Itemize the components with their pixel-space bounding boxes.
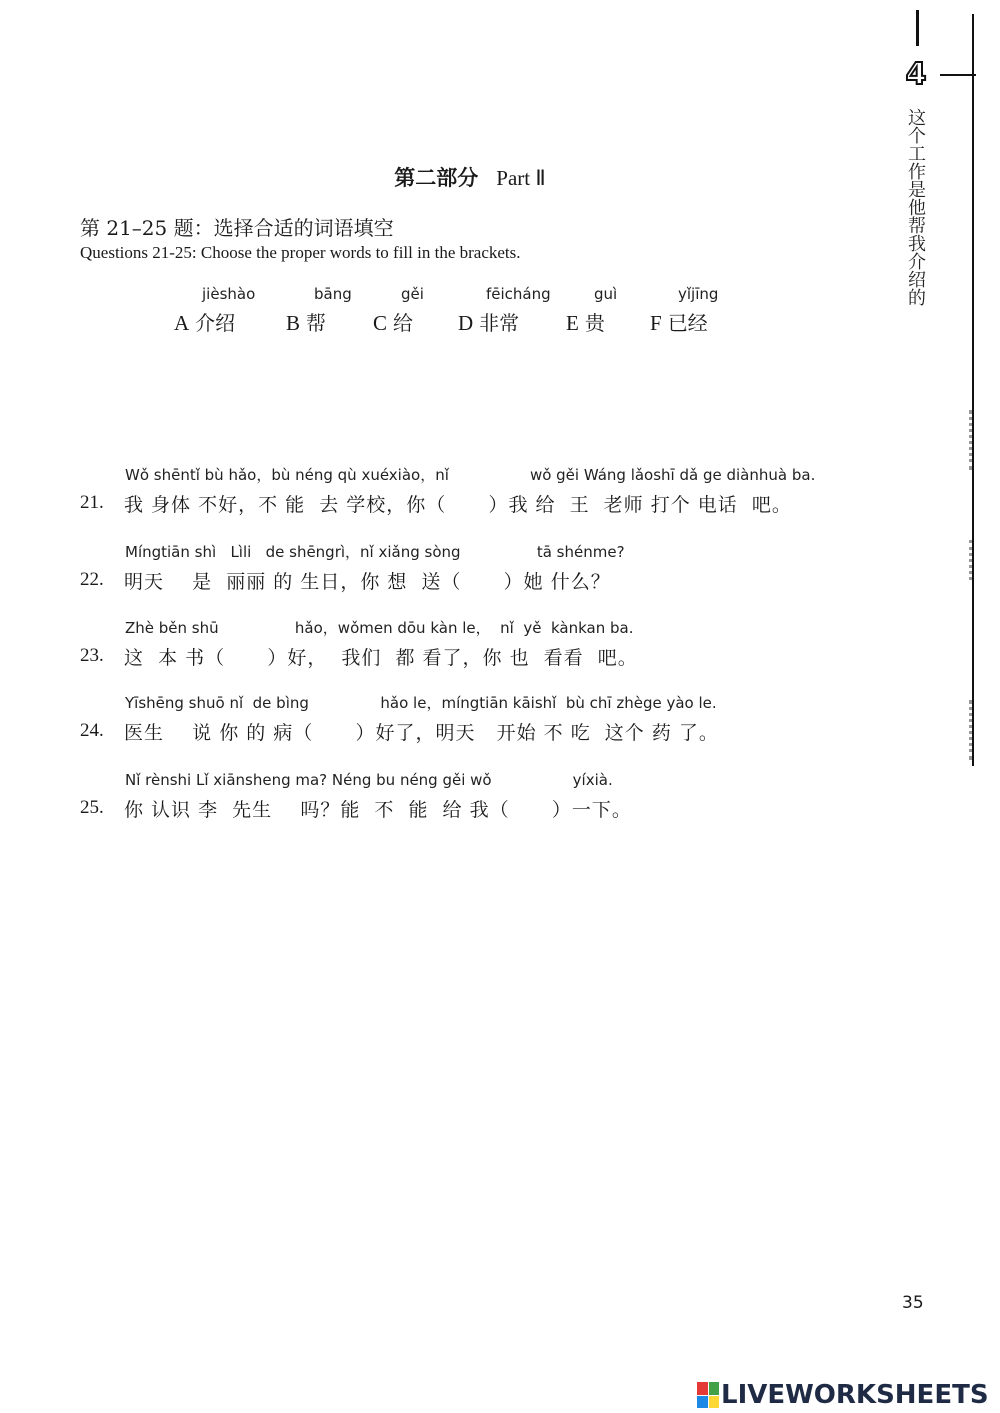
- question-text: 这 本 书（ ）好， 我们 都 看了，你 也 看看 吧。: [124, 647, 638, 669]
- question-number: 23.: [80, 645, 104, 666]
- option-f: [650, 285, 718, 336]
- liveworksheets-brand[interactable]: [697, 1380, 989, 1410]
- question-text: 我 身体 不好，不 能 去 学校，你（ ）我 给 王 老师 打个 电话 吧。: [124, 494, 792, 516]
- option-word: 介绍: [195, 311, 236, 335]
- option-c: [373, 285, 424, 336]
- question-number: 21.: [80, 492, 104, 513]
- chapter-title-vertical: 这个工作是他帮我介绍的: [905, 108, 926, 306]
- option-word: 给: [393, 311, 414, 335]
- option-e: [566, 285, 617, 336]
- margin-top-rule: [916, 10, 919, 46]
- option-letter: B: [286, 311, 301, 335]
- brand-square: [697, 1396, 708, 1409]
- margin-dotted-edge-bottom: [969, 700, 978, 760]
- option-letter: F: [650, 311, 662, 335]
- question-pinyin: Wǒ shēntǐ bù hǎo，bù néng qù xuéxiào，nǐ wǒ gěi Wáng lǎoshī dǎ ge diànhuà ba.: [125, 466, 816, 484]
- option-word: 帮: [306, 311, 327, 335]
- page-number: 35: [902, 1293, 924, 1313]
- option-pinyin: bāng: [314, 285, 352, 303]
- option-word: 已经: [667, 311, 708, 335]
- question-text: 医生 说 你 的 病（ ）好了，明天 开始 不 吃 这个 药 了。: [124, 722, 719, 744]
- brand-square: [709, 1382, 720, 1395]
- instructions-en: Questions 21-25: Choose the proper words to fill in the brackets.: [80, 243, 521, 262]
- part-title-en: Part Ⅱ: [496, 166, 546, 190]
- question-text: 你 认识 李 先生 吗？能 不 能 给 我（ ）一下。: [124, 799, 632, 821]
- margin-dotted-edge: [969, 410, 978, 470]
- instructions-cn: 第 21–25 题：选择合适的词语填空: [80, 216, 394, 240]
- part-title: [0, 162, 940, 192]
- question-number: 25.: [80, 797, 104, 818]
- option-letter: A: [174, 311, 190, 335]
- brand-square: [697, 1382, 708, 1395]
- option-word: 非常: [479, 311, 520, 335]
- question-number: 24.: [80, 720, 104, 741]
- option-letter: E: [566, 311, 579, 335]
- option-pinyin: gěi: [401, 285, 424, 303]
- option-letter: D: [458, 311, 474, 335]
- brand-logo-icon: [697, 1382, 719, 1408]
- option-pinyin: fēicháng: [486, 285, 551, 303]
- question-pinyin: Míngtiān shì Lìli de shēngrì，nǐ xiǎng sòng tā shénme?: [125, 543, 625, 561]
- option-pinyin: yǐjīng: [678, 285, 719, 303]
- option-a: [174, 285, 255, 336]
- margin-vertical-rule: [972, 14, 974, 766]
- question-number: 22.: [80, 569, 104, 590]
- brand-text: LIVEWORKSHEETS: [721, 1380, 989, 1410]
- question-pinyin: Nǐ rènshi Lǐ xiānsheng ma? Néng bu néng gěi wǒ yíxià.: [125, 771, 613, 789]
- option-pinyin: guì: [594, 285, 618, 303]
- option-b: [286, 285, 352, 336]
- option-letter: C: [373, 311, 388, 335]
- margin-dotted-edge-lower: [969, 540, 978, 580]
- option-word: 贵: [584, 311, 605, 335]
- brand-square: [709, 1396, 720, 1409]
- part-title-cn: 第二部分: [394, 165, 479, 190]
- question-pinyin: Zhè běn shū hǎo，wǒmen dōu kàn le， nǐ yě kànkan ba.: [125, 619, 634, 637]
- option-d: [458, 285, 551, 336]
- question-text: 明天 是 丽丽 的 生日，你 想 送（ ）她 什么？: [124, 571, 611, 593]
- question-pinyin: Yīshēng shuō nǐ de bìng hǎo le，míngtiān kāishǐ bù chī zhège yào le.: [125, 694, 717, 712]
- option-pinyin: jièshào: [202, 285, 256, 303]
- margin-horizontal-rule: [940, 74, 976, 76]
- chapter-number: 4: [905, 57, 927, 92]
